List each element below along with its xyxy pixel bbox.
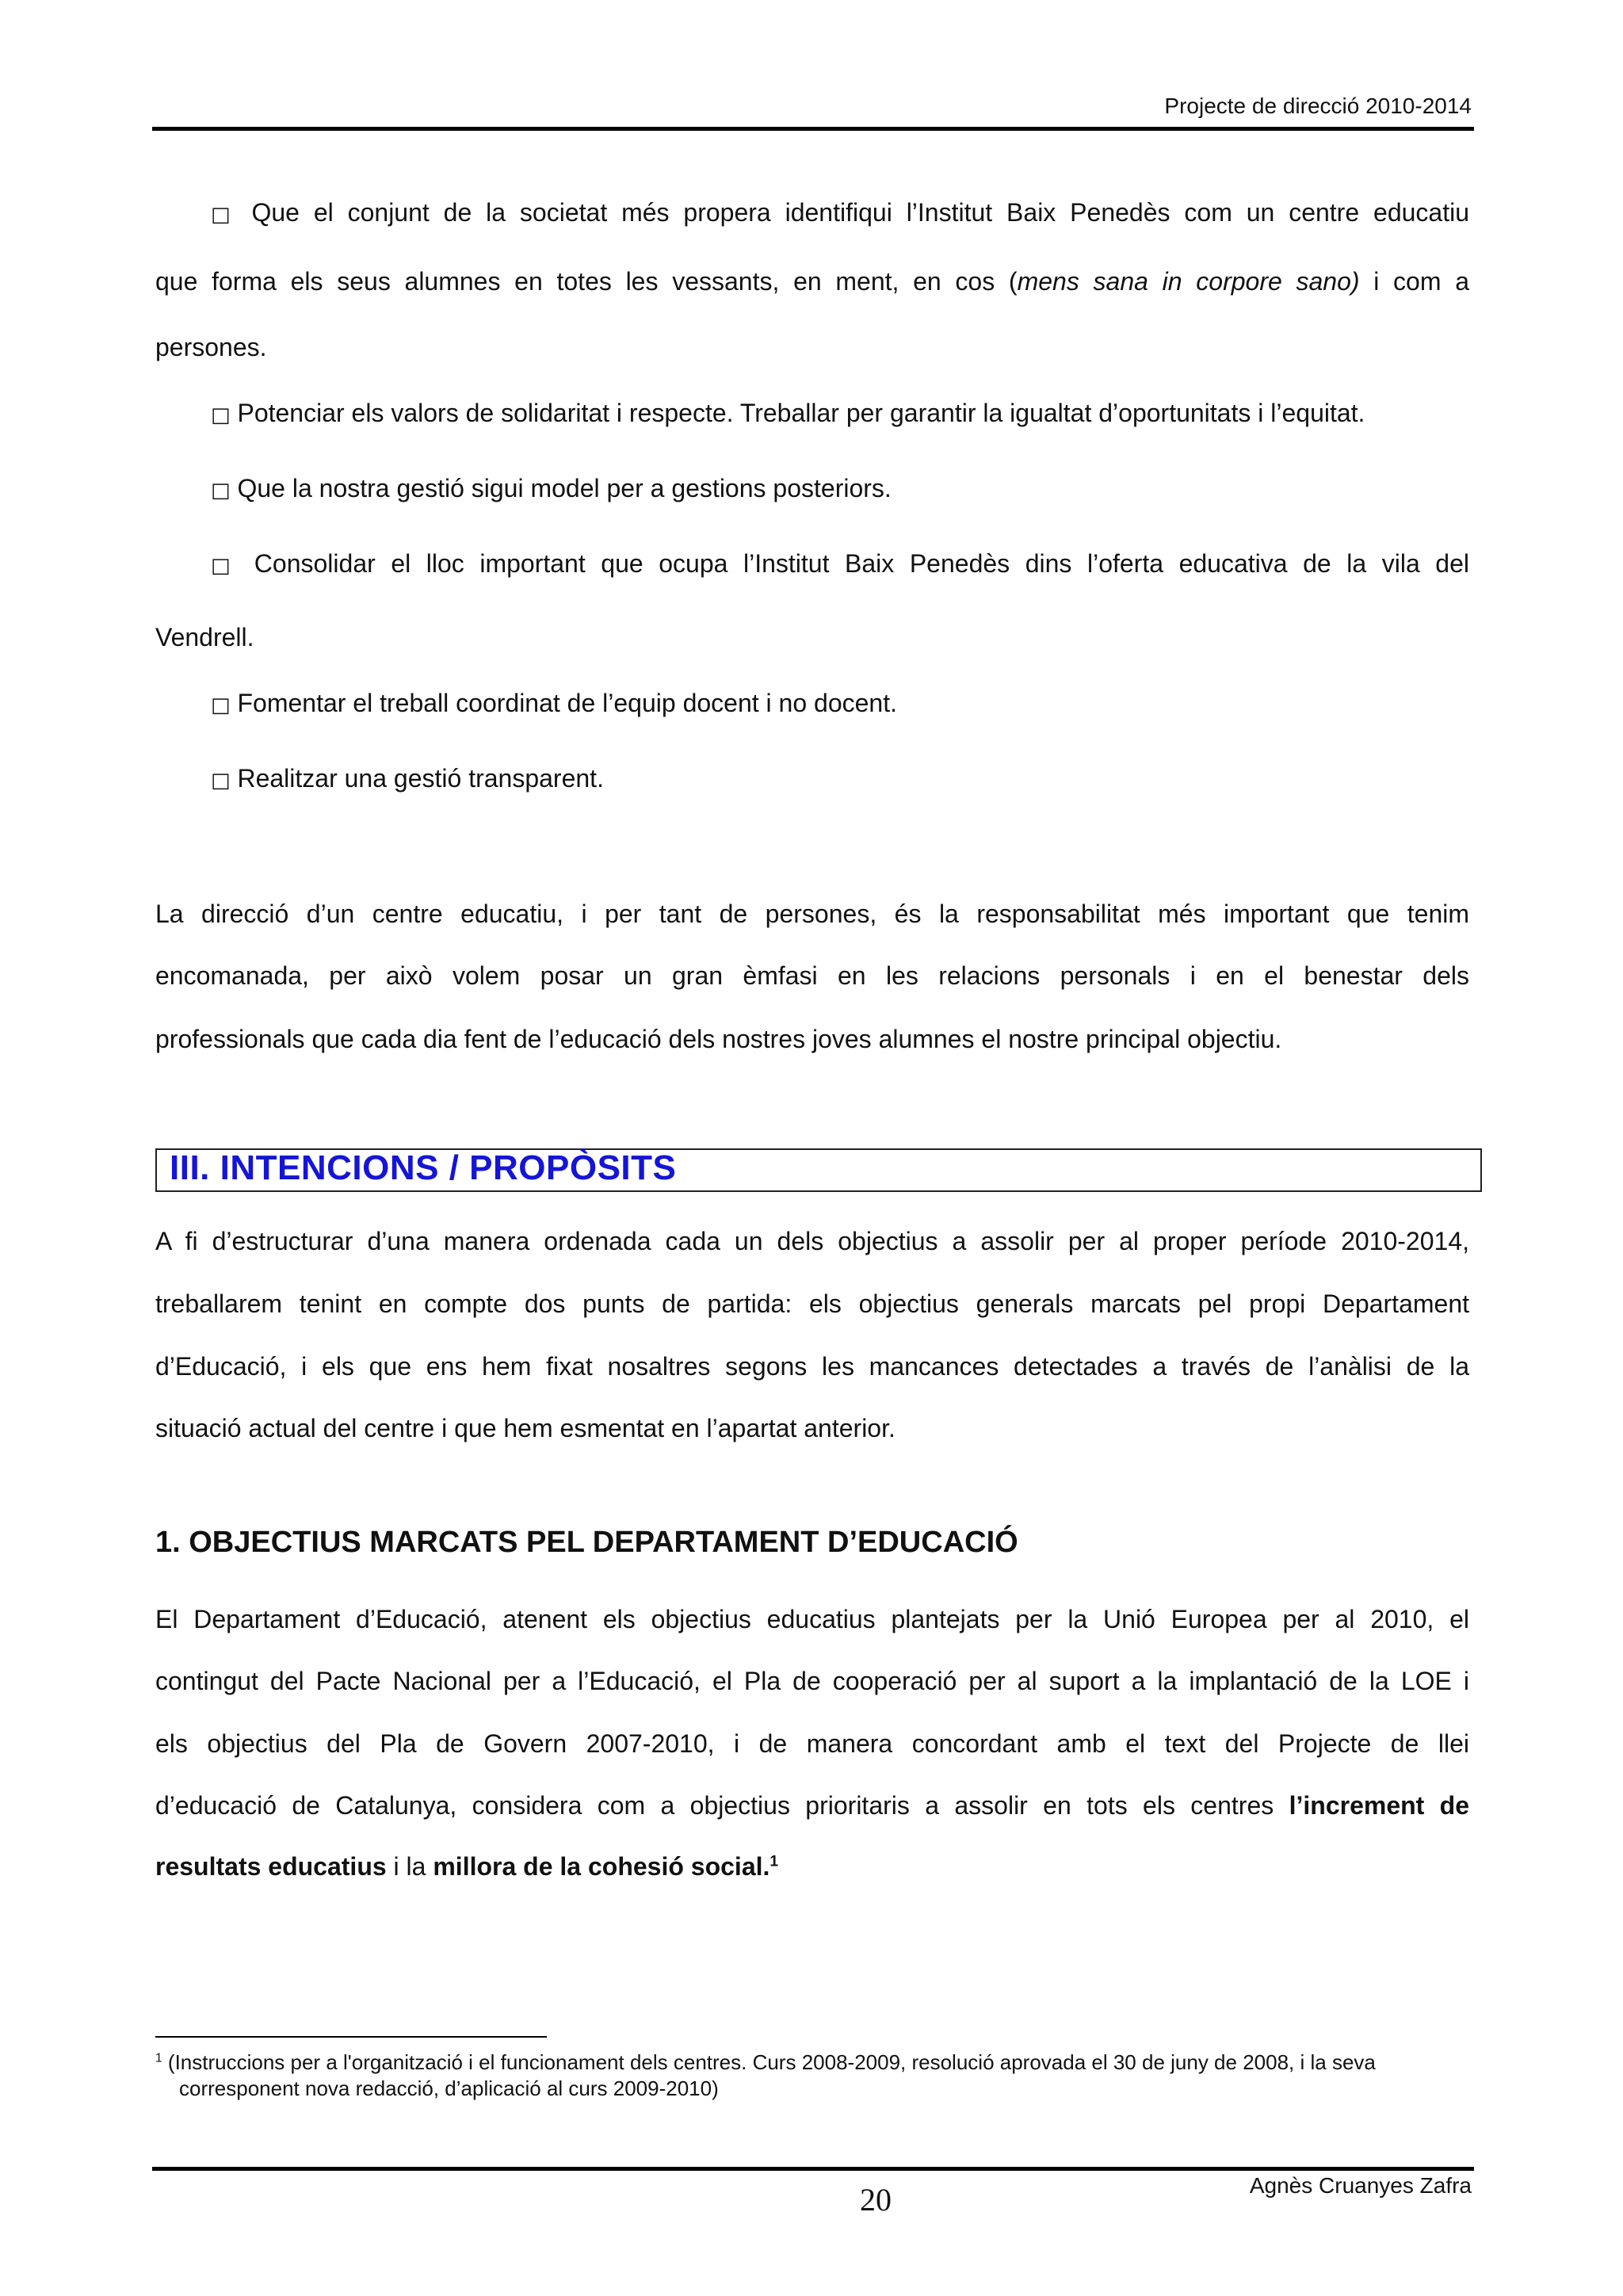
footer-author: Agnès Cruanyes Zafra [1249,2173,1472,2198]
paragraph-1-line-2: encomanada, per això volem posar un gran èmfasi en les relacions personals i en el benestar dels [155,961,1469,990]
bullet-1-line-1: □ Que el conjunt de la societat més propera identifiqui l’Institut Baix Penedès com un centre educatiu [211,198,1470,227]
bullet-4-line-1: □ Consolidar el lloc important que ocupa l’Institut Baix Penedès dins l’oferta educativa de la vila del [211,549,1469,578]
paragraph-1-line-3: professionals que cada dia fent de l’educació dels nostres joves alumnes el nostre principal objectiu. [155,1025,1282,1053]
paragraph-2-line-4: situació actual del centre i que hem esmentat en l’apartat anterior. [155,1414,896,1442]
checkbox-bullet-icon: □ [211,479,231,502]
bullet-4-line-2: Vendrell. [155,623,254,651]
paragraph-2-line-3: d’Educació, i els que ens hem fixat nosaltres segons les mancances detectades a través de l’anàlisi de la [155,1352,1469,1381]
paragraph-3-line-3: els objectius del Pla de Govern 2007-2010, i de manera concordant amb el text del Projecte de llei [155,1729,1469,1758]
bullet-3: □ Que la nostra gestió sigui model per a gestions posteriors. [211,474,892,502]
footer-rule [152,2167,1474,2171]
paragraph-2-line-2: treballarem tenint en compte dos punts de partida: els objectius generals marcats pel propi Departament [155,1289,1469,1318]
checkbox-bullet-icon: □ [211,403,231,427]
bullet-6: □ Realitzar una gestió transparent. [211,764,604,793]
footnote-line-2: corresponent nova redacció, d’aplicació al curs 2009-2010) [179,2076,719,2100]
checkbox-bullet-icon: □ [211,769,231,793]
running-header: Projecte de direcció 2010-2014 [1164,94,1472,118]
bullet-5: □ Fomentar el treball coordinat de l’equip docent i no docent. [211,689,897,717]
bullet-1-line-3: persones. [155,333,267,361]
subsection-title: 1. OBJECTIUS MARCATS PEL DEPARTAMENT D’EDUCACIÓ [155,1526,1018,1559]
paragraph-2-line-1: A fi d’estructurar d’una manera ordenada cada un dels objectius a assolir per al proper període 2010-2014, [155,1227,1469,1255]
footnote-reference[interactable]: 1 [769,1853,779,1870]
footnote-line-1: $^1$ (Instruccions per a l'organització i el funcionament dels centres. Curs 2008-2009, resolució aprovada el 30 de juny de 2008, i la seva [155,2050,1376,2074]
paragraph-3-line-2: contingut del Pacte Nacional per a l’Educació, el Pla de cooperació per al suport a la implantació de la LOE i [155,1667,1469,1695]
bullet-2: □ Potenciar els valors de solidaritat i respecte. Treballar per garantir la igualtat d’oportunitats i l’equitat. [211,399,1365,427]
checkbox-bullet-icon: □ [211,693,231,717]
header-rule [152,127,1474,131]
checkbox-bullet-icon: □ [211,554,239,578]
paragraph-3-line-5: resultats educatius i la millora de la cohesió social.$^1$ [155,1852,779,1881]
checkbox-bullet-icon: □ [211,203,238,227]
paragraph-3-line-4: d’educació de Catalunya, considera com a objectius prioritaris a assolir en tots els centres l’increment de [155,1791,1470,1820]
page-number: 20 [860,2182,892,2218]
paragraph-3-line-1: El Departament d’Educació, atenent els objectius educatius plantejats per la Unió Europea per al 2010, el [155,1605,1469,1633]
bullet-1-line-2: que forma els seus alumnes en totes les vessants, en ment, en cos (mens sana in corpore sano) i com a [155,267,1470,296]
section-title: III. INTENCIONS / PROPÒSITS [170,1148,677,1187]
footnote-marker: 1 [155,2051,162,2065]
footnote-separator [155,2036,547,2038]
paragraph-1-line-1: La direcció d’un centre educatiu, i per tant de persones, és la responsabilitat més important que tenim [155,900,1469,928]
